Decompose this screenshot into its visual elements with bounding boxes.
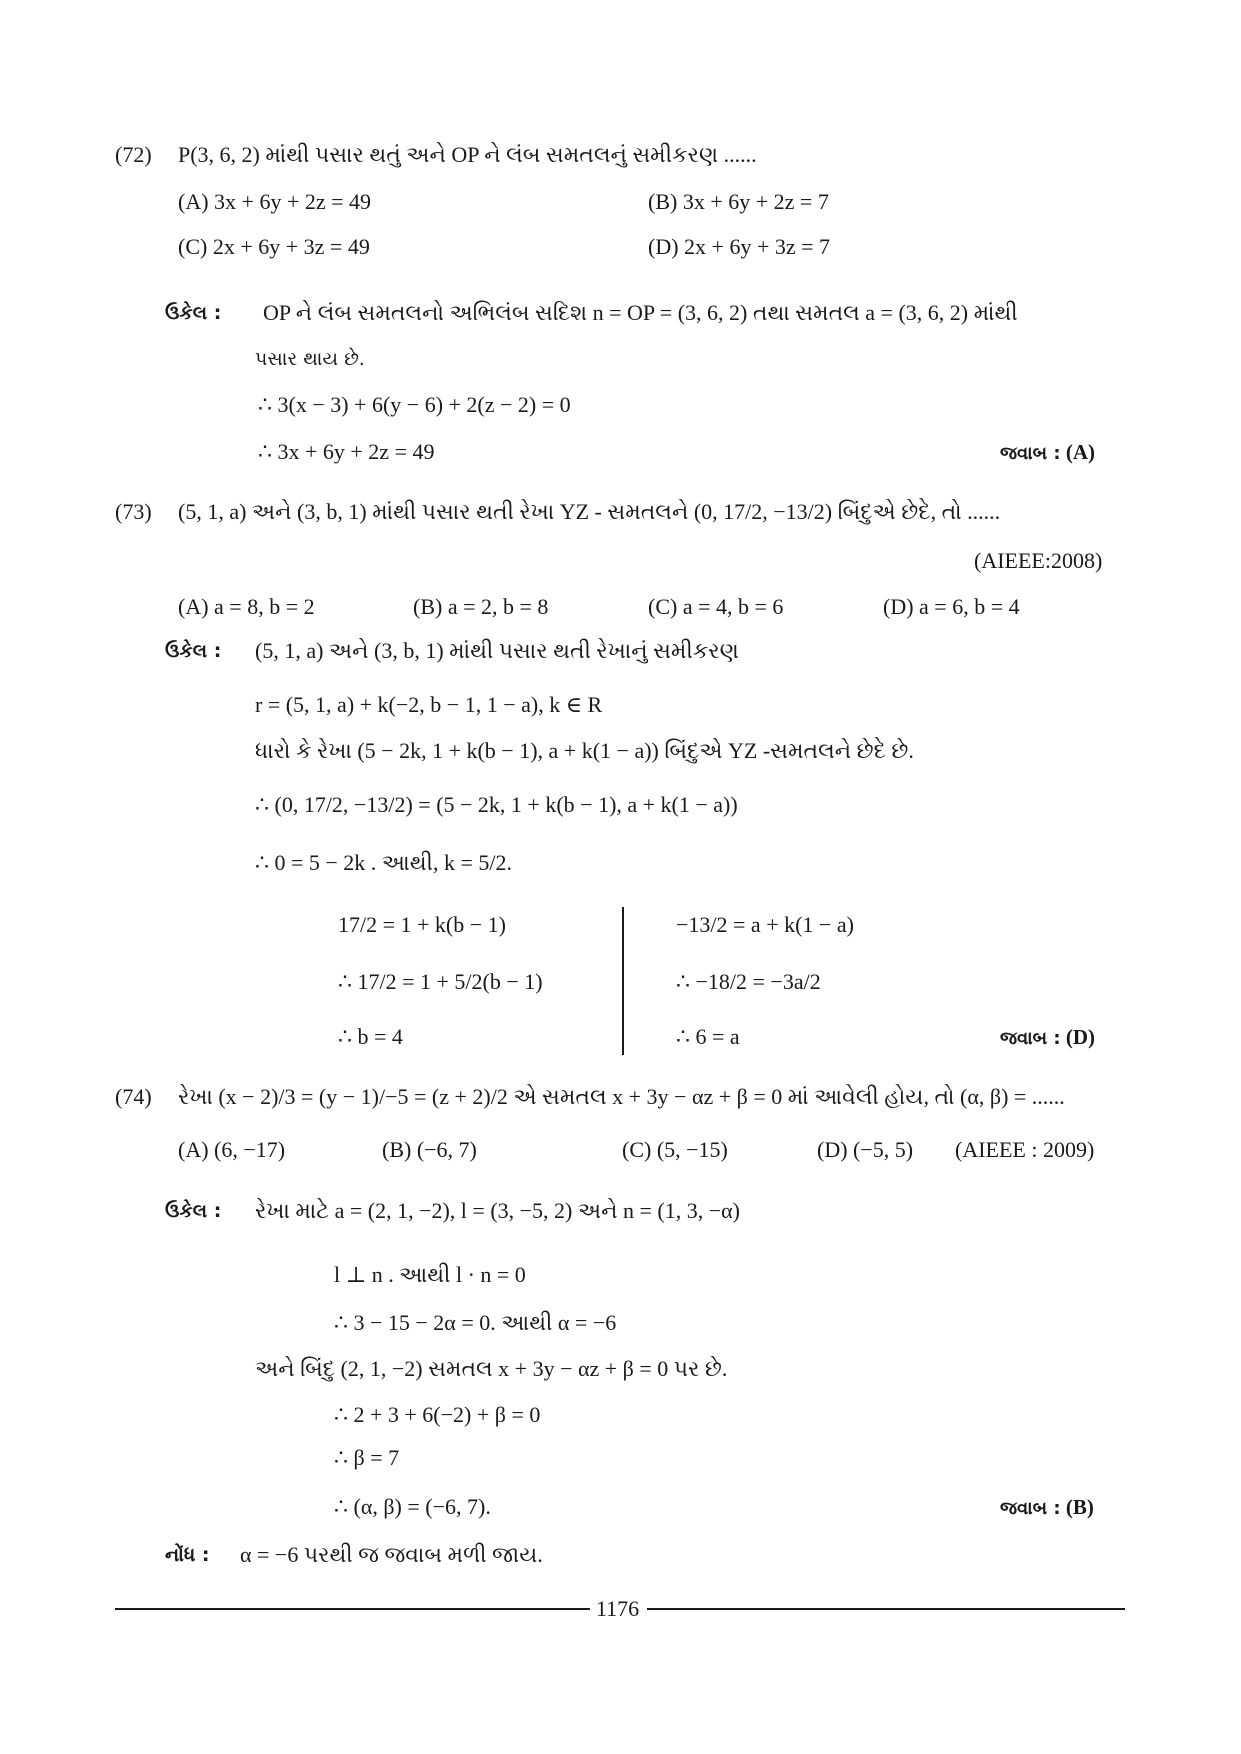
q72-option-c: (C) 2x + 6y + 3z = 49 — [178, 234, 370, 259]
q74-step6: ∴ (α, β) = (−6, 7). — [334, 1494, 491, 1519]
q74-step5: ∴ β = 7 — [334, 1445, 400, 1470]
q72-question: P(3, 6, 2) માંથી પસાર થતું અને OP ને લંબ સમતલનું સમીકરણ ...... — [178, 142, 757, 167]
q72-answer — [1000, 437, 1095, 469]
q73-right-step3: ∴ 6 = a — [676, 1024, 740, 1049]
footer-rule-left — [115, 1608, 590, 1610]
q74-step4: ∴ 2 + 3 + 6(−2) + β = 0 — [334, 1402, 541, 1427]
q72-step2: ∴ 3x + 6y + 2z = 49 — [258, 439, 435, 464]
q73-column-divider — [622, 907, 624, 1055]
q73-option-a: (A) a = 8, b = 2 — [178, 594, 315, 619]
q73-option-c: (C) a = 4, b = 6 — [648, 594, 784, 619]
q72-solution-line1: OP ને લંબ સમતલનો અભિલંબ સદિશ n = OP = (3, 6, 2) તથા સમતલ a = (3, 6, 2) માંથી — [263, 300, 1018, 325]
q74-option-c: (C) (5, −15) — [622, 1137, 728, 1162]
q72-step1: ∴ 3(x − 3) + 6(y − 6) + 2(z − 2) = 0 — [258, 392, 571, 417]
q74-answer — [1000, 1492, 1094, 1524]
q73-step1: r = (5, 1, a) + k(−2, b − 1, 1 − a), k ∈ R — [255, 692, 603, 717]
q72-number: (72) — [115, 142, 152, 167]
q74-answer-value: (B) — [1065, 1495, 1094, 1519]
footer-rule-right — [647, 1608, 1125, 1610]
q73-option-d: (D) a = 6, b = 4 — [883, 594, 1020, 619]
q74-solution-line1: રેખા માટે a = (2, 1, −2), l = (3, −5, 2) અને n = (1, 3, −α) — [255, 1198, 740, 1223]
q74-note-label: નોંધ : — [165, 1544, 210, 1566]
q72-solution-label: ઉકેલ : — [165, 302, 222, 324]
q73-answer-label: જવાબ : — [1000, 1028, 1061, 1049]
q74-question: રેખા (x − 2)/3 = (y − 1)/−5 = (z + 2)/2 એ સમતલ x + 3y − αz + β = 0 માં આવેલી હોય, તો (α, β) = ...... — [178, 1084, 1065, 1109]
page-number: 1176 — [596, 1596, 640, 1621]
q73-left-step3: ∴ b = 4 — [338, 1024, 403, 1049]
q73-step3: ∴ (0, 17/2, −13/2) = (5 − 2k, 1 + k(b − 1), a + k(1 − a)) — [255, 792, 738, 817]
q73-step2: ધારો કે રેખા (5 − 2k, 1 + k(b − 1), a + k(1 − a)) બિંદુએ YZ -સમતલને છેદે છે. — [255, 738, 914, 763]
q72-solution-line2: પસાર થાય છે. — [255, 348, 365, 370]
q72-option-a: (A) 3x + 6y + 2z = 49 — [178, 189, 372, 214]
q73-option-b: (B) a = 2, b = 8 — [413, 594, 549, 619]
q74-step1: l ⊥ n . આથી l · n = 0 — [334, 1262, 526, 1287]
q73-answer-value: (D) — [1065, 1025, 1095, 1049]
q73-left-step2: ∴ 17/2 = 1 + 5/2(b − 1) — [338, 969, 543, 994]
q73-source: (AIEEE:2008) — [974, 548, 1103, 573]
q74-answer-label: જવાબ : — [1000, 1498, 1061, 1519]
q73-right-step1: −13/2 = a + k(1 − a) — [676, 912, 854, 937]
q73-solution-label: ઉકેલ : — [165, 640, 222, 662]
q73-answer — [1000, 1022, 1095, 1054]
q74-option-b: (B) (−6, 7) — [382, 1137, 477, 1162]
q74-note: α = −6 પરથી જ જવાબ મળી જાય. — [240, 1542, 543, 1567]
q74-option-d: (D) (−5, 5) — [817, 1137, 914, 1162]
q74-option-a: (A) (6, −17) — [178, 1137, 286, 1162]
q73-number: (73) — [115, 499, 152, 524]
q74-number: (74) — [115, 1084, 152, 1109]
q72-option-d: (D) 2x + 6y + 3z = 7 — [648, 234, 831, 259]
q74-step2: ∴ 3 − 15 − 2α = 0. આથી α = −6 — [334, 1310, 617, 1335]
q73-left-step1: 17/2 = 1 + k(b − 1) — [338, 912, 506, 937]
q73-right-step2: ∴ −18/2 = −3a/2 — [676, 969, 821, 994]
q72-option-b: (B) 3x + 6y + 2z = 7 — [648, 189, 829, 214]
q74-solution-label: ઉકેલ : — [165, 1200, 222, 1222]
q73-solution-line1: (5, 1, a) અને (3, b, 1) માંથી પસાર થતી રેખાનું સમીકરણ — [255, 638, 739, 663]
q73-question: (5, 1, a) અને (3, b, 1) માંથી પસાર થતી રેખા YZ - સમતલને (0, 17/2, −13/2) બિંદુએ છેદે, તો ...... — [178, 499, 1001, 524]
q74-source: (AIEEE : 2009) — [955, 1137, 1095, 1162]
q72-answer-label: જવાબ : — [1000, 443, 1061, 464]
q74-step3: અને બિંદુ (2, 1, −2) સમતલ x + 3y − αz + β = 0 પર છે. — [255, 1356, 728, 1381]
q73-step4: ∴ 0 = 5 − 2k . આથી, k = 5/2. — [255, 850, 512, 875]
q72-answer-value: (A) — [1065, 440, 1095, 464]
